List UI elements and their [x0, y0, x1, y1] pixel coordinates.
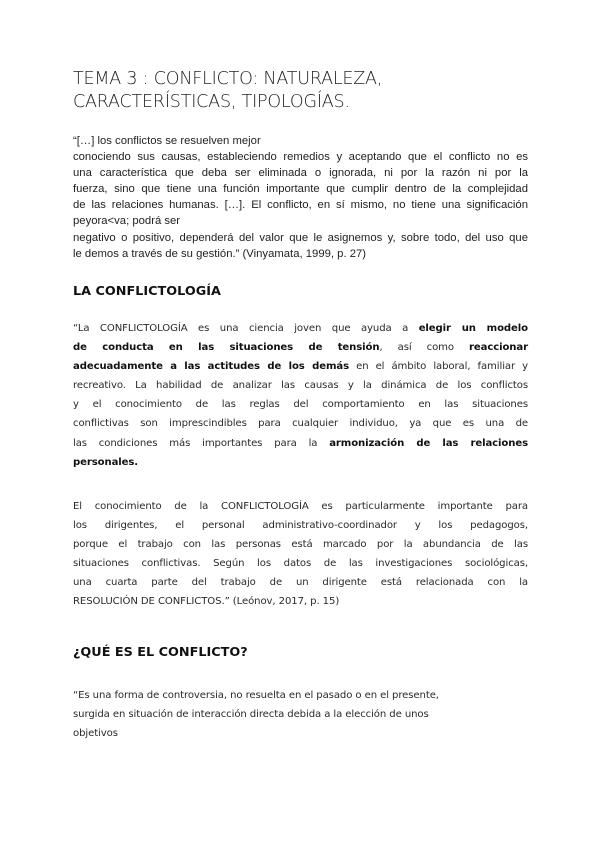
bold-text: reaccionar [469, 342, 528, 354]
section-heading-que-es-el-conflicto: ¿QUÉ ES EL CONFLICTO? [73, 645, 248, 660]
page-title [73, 68, 543, 114]
text-run: en el ámbito laboral, familiar y [349, 361, 528, 373]
quote-line: peyora<va; podrá ser [73, 215, 181, 228]
paragraph-line: surgida en situación de interacción directa debida a la elección de unos [73, 709, 429, 721]
paragraph-line: recreativo. La habilidad de analizar las causas y la dinámica de los conflictos [73, 380, 528, 392]
paragraph-line: El conocimiento de la CONFLICTOLOGÍA es particularmente importante para [73, 501, 528, 512]
conflictologia-paragraph-2 [73, 497, 528, 612]
paragraph-line: porque el trabajo con las personas está marcado por la abundancia de las [73, 539, 528, 551]
text-run: RESOLUCIÓN DE CONFLICTOS.” [73, 596, 230, 608]
conflictologia-paragraph-1 [73, 319, 528, 472]
paragraph-line [73, 357, 528, 376]
paragraph-line: objetivos [73, 728, 118, 740]
paragraph-line: los dirigentes, el personal administrativo-coordinador y los pedagogos, [73, 520, 528, 532]
paragraph-line: situaciones conflictivas. Según los datos de las investigaciones sociológicas, [73, 558, 528, 570]
quote-line: negativo o positivo, dependerá del valor que le asignemos y, sobre todo, del uso que [73, 231, 528, 244]
title-line-2: CARACTERÍSTICAS, TIPOLOGÍAS. [73, 92, 350, 112]
paragraph-line: “Es una forma de controversia, no resuelta en el pasado o en el presente, [73, 690, 439, 701]
paragraph-line [73, 453, 528, 472]
paragraph-line: conflictivas son imprescindibles para cualquier individuo, ya que es una de [73, 418, 528, 430]
conflicto-definition-paragraph [73, 686, 528, 743]
paragraph-line: y el conocimiento de las reglas del comportamiento en las situaciones [73, 399, 528, 411]
quote-line: una característica que deba ser eliminada o ignorada, ni por la razón ni por la [73, 167, 528, 180]
bold-text: personales. [73, 456, 139, 468]
bold-text: adecuadamente a las actitudes de los demás [73, 361, 349, 373]
text-run: “La CONFLICTOLOGÍA es una ciencia joven que ayuda a [73, 323, 419, 334]
bold-text: elegir un modelo [418, 323, 528, 334]
paragraph-line [73, 319, 528, 338]
quote-line: fuerza, sino que tiene una función importante que cumplir dentro de la complejidad [73, 183, 528, 196]
paragraph-line [73, 592, 528, 611]
bold-text: de conducta en las situaciones de tensión [73, 342, 380, 354]
quote-line: “[…] los conflictos se resuelven mejor [73, 135, 261, 147]
paragraph-line [73, 338, 528, 357]
vinyamata-quote [73, 133, 528, 262]
bold-text: armonización de las relaciones [329, 437, 528, 449]
section-heading-conflictologia: LA CONFLICTOLOGÍA [73, 284, 221, 299]
title-line-1: TEMA 3 : CONFLICTO: NATURALEZA, [73, 69, 383, 89]
paragraph-line: una cuarta parte del trabajo de un dirigente está relacionada con la [73, 577, 528, 589]
citation: (Leónov, 2017, p. 15) [229, 596, 340, 608]
text-run: , así como [379, 342, 470, 354]
text-run: las condiciones más importantes para la [73, 437, 330, 449]
paragraph-line [73, 434, 528, 453]
quote-line: conociendo sus causas, estableciendo remedios y aceptando que el conflicto no es [73, 151, 528, 164]
quote-line: de las relaciones humanas. […]. El conflicto, en sí mismo, no tiene una significación [73, 199, 528, 212]
quote-line: le demos a través de su gestión.” (Vinyamata, 1999, p. 27) [73, 247, 367, 260]
